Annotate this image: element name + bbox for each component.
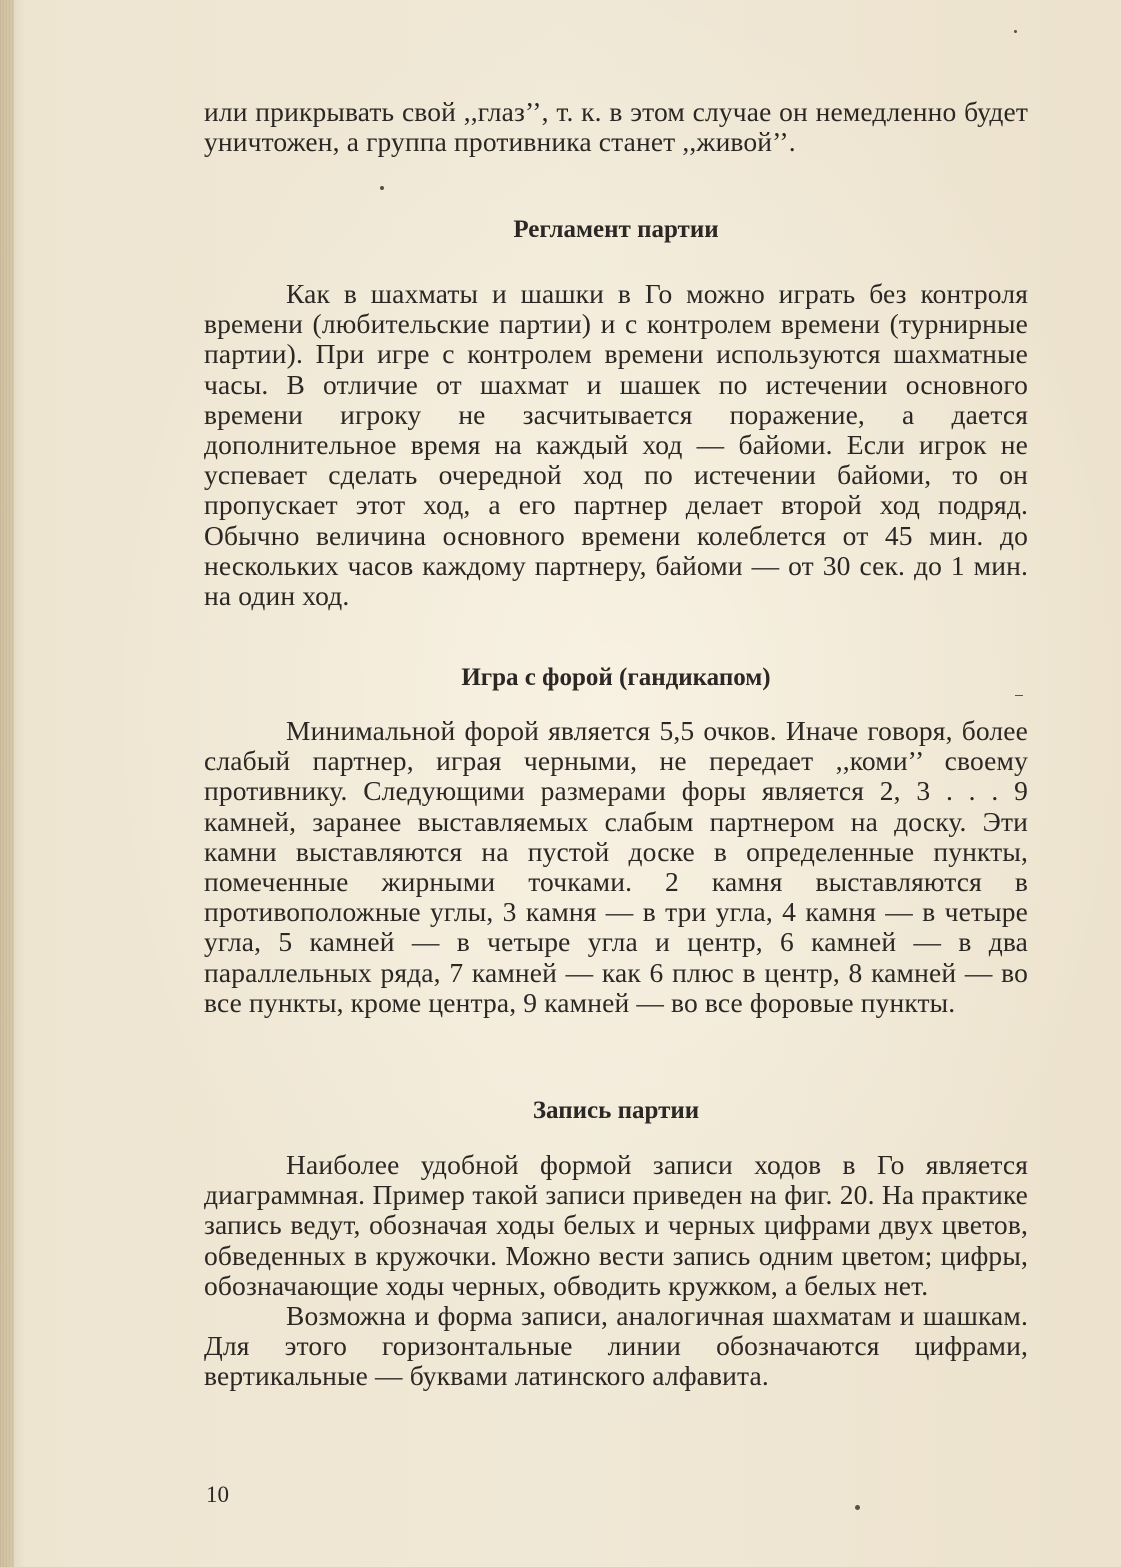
heading-game-regulations: Регламент партии: [513, 216, 719, 243]
paragraph-chess-notation: Возможна и форма записи, аналогичная шахматам и шашкам. Для этого горизонтальные линии обозначаются цифрами, вертикальные — буквами латинского алфавита.: [204, 1300, 1028, 1392]
heading-handicap-game: Игра с форой (гандикапом): [461, 664, 771, 691]
page-number: 10: [206, 1482, 229, 1507]
ink-speck: [380, 186, 384, 190]
ink-speck: [1015, 695, 1023, 696]
paragraph-time-control: Как в шахматы и шашки в Го можно играть без контроля времени (любительские партии) и с контролем времени (турнирные партии). При игре с контролем времени используются шахматные часы. В отличие от шахмат и шашек по истечении основного времени игроку не засчитывается поражение, а дается дополнительное время на каждый ход — байоми. Если игрок не успевает сделать очередной ход по истечении байоми, то он пропускает этот ход, а его партнер делает второй ход подряд. Обычно величина основного времени колеблется от 45 мин. до нескольких часов каждому партнеру, байоми — от 30 сек. до 1 мин. на один ход.: [204, 278, 1028, 612]
ink-speck: [855, 1505, 860, 1510]
text-block-3: [204, 716, 1028, 1018]
paragraph-diagram-record: Наиболее удобной формой записи ходов в Го является диаграммная. Пример такой записи приведен на фиг. 20. На практике запись ведут, обозначая ходы белых и черных цифрами двух цветов, обведенных в кружочки. Можно вести запись одним цветом; цифры, обозначающие ходы черных, обводить кружком, а белых нет.: [204, 1149, 1028, 1301]
ink-speck: [1014, 30, 1017, 33]
paragraph-continuation: или прикрывать свой ,,глаз’’, т. к. в этом случае он немедленно будет уничтожен, а группа противника станет ,,живой’’.: [204, 96, 1028, 158]
paragraph-handicap: Минимальной форой является 5,5 очков. Иначе говоря, более слабый партнер, играя черными, не передает ,,коми’’ своему противнику. Следующими размерами форы является 2, 3 . . . 9 камней, заранее выставляемых слабым партнером на доску. Эти камни выставляются на пустой доске в определенные пункты, помеченные жирными точками. 2 камня выставляются в противоположные углы, 3 камня — в три угла, 4 камня — в четыре угла, 5 камней — в четыре угла и центр, 6 камней — в два параллельных ряда, 7 камней — как 6 плюс в центр, 8 камней — во все пункты, кроме центра, 9 камней — во все форовые пункты.: [204, 715, 1028, 1018]
heading-game-record: Запись партии: [532, 1097, 700, 1124]
text-block-2: [204, 279, 1028, 611]
text-block-4: [204, 1150, 1028, 1392]
page-stack-edge: [0, 0, 14, 1567]
text-block-1: [204, 97, 1028, 157]
